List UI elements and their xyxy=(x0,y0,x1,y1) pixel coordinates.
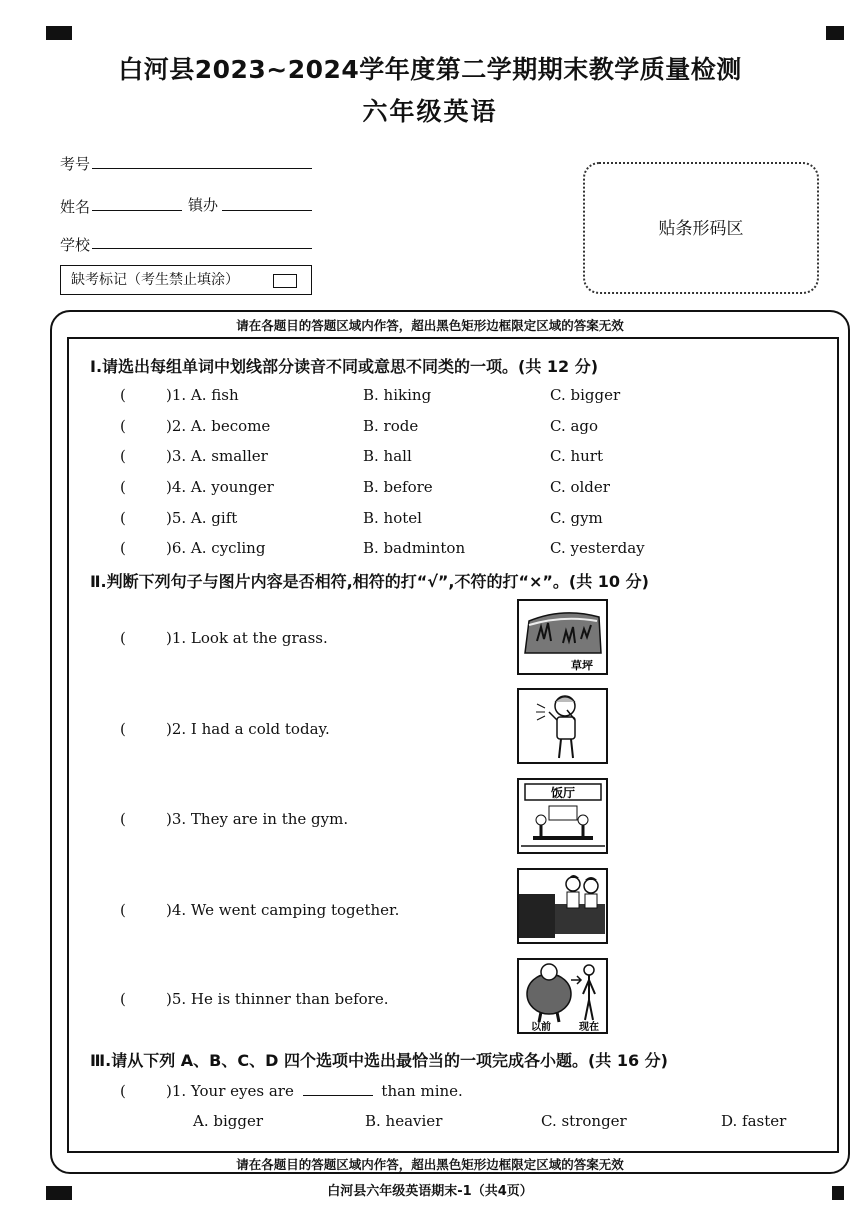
section-3-title: Ⅲ.请从下列 A、B、C、D 四个选项中选出最恰当的一项完成各小题。(共 16 分) xyxy=(90,1051,668,1070)
s1-q4-option-b: B. before xyxy=(363,478,433,496)
s3-q1-option-d: D. faster xyxy=(721,1112,787,1130)
s1-q6-option-a: )6. A. cycling xyxy=(166,539,266,557)
answer-paren[interactable]: ( xyxy=(120,629,126,647)
answer-paren[interactable]: ( xyxy=(120,539,126,557)
answer-paren[interactable]: ( xyxy=(120,386,126,404)
s2-q5-sentence: )5. He is thinner than before. xyxy=(166,990,389,1008)
s3-q1-option-c: C. stronger xyxy=(541,1112,627,1130)
answer-paren[interactable]: ( xyxy=(120,901,126,919)
answer-paren[interactable]: ( xyxy=(120,1082,126,1100)
answer-area-notice-bottom: 请在各题目的答题区域内作答，超出黑色矩形边框限定区域的答案无效 xyxy=(236,1157,624,1172)
section-1-title: Ⅰ.请选出每组单词中划线部分读音不同或意思不同类的一项。(共 12 分) xyxy=(90,357,599,376)
page-footer: 白河县六年级英语期末-1（共4页） xyxy=(327,1184,533,1199)
s1-q5-option-a: )5. A. gift xyxy=(166,509,238,527)
grass-caption: 草坪 xyxy=(571,659,593,672)
s1-q2-option-a: )2. A. become xyxy=(166,417,271,435)
s1-q6-option-c: C. yesterday xyxy=(550,539,645,557)
answer-paren[interactable]: ( xyxy=(120,720,126,738)
section-2-title: Ⅱ.判断下列句子与图片内容是否相符,相符的打“√”,不符的打“×”。(共 10 分) xyxy=(90,572,649,591)
s1-q1-option-a: )1. A. fish xyxy=(166,386,239,404)
absent-mark-label: 缺考标记（考生禁止填涂） xyxy=(71,272,239,288)
sneezing-boy-picture xyxy=(517,688,608,764)
s2-q2-sentence: )2. I had a cold today. xyxy=(166,720,330,738)
school-field[interactable] xyxy=(92,248,312,249)
s1-q2-option-c: C. ago xyxy=(550,417,599,435)
s1-q1-option-b: B. hiking xyxy=(363,386,432,404)
s1-q3-option-a: )3. A. smaller xyxy=(166,447,268,465)
s1-q5-option-c: C. gym xyxy=(550,509,603,527)
s1-q6-option-b: B. badminton xyxy=(363,539,466,557)
exam-number-field[interactable] xyxy=(92,168,312,169)
canteen-picture xyxy=(517,778,608,854)
answer-paren[interactable]: ( xyxy=(120,990,126,1008)
answer-paren[interactable]: ( xyxy=(120,810,126,828)
registration-mark-top-left xyxy=(46,26,72,40)
s1-q4-option-a: )4. A. younger xyxy=(166,478,274,496)
s1-q4-option-c: C. older xyxy=(550,478,610,496)
name-field[interactable] xyxy=(92,210,182,211)
s1-q3-option-b: B. hall xyxy=(363,447,412,465)
s1-q5-option-b: B. hotel xyxy=(363,509,422,527)
s3-q1-blank[interactable] xyxy=(303,1095,373,1096)
school-label: 学校 xyxy=(60,236,91,254)
answer-area-notice-top: 请在各题目的答题区域内作答，超出黑色矩形边框限定区域的答案无效 xyxy=(236,318,624,333)
s3-q1-stem xyxy=(166,1082,463,1100)
answer-paren[interactable]: ( xyxy=(120,447,126,465)
s2-q4-sentence: )4. We went camping together. xyxy=(166,901,400,919)
exam-title: 白河县2023~2024学年度第二学期期末教学质量检测 xyxy=(118,55,742,84)
absent-mark-box xyxy=(60,265,312,295)
answer-paren[interactable]: ( xyxy=(120,509,126,527)
before-caption: 以前 xyxy=(531,1022,551,1032)
answer-paren[interactable]: ( xyxy=(120,478,126,496)
grass-picture xyxy=(517,599,608,675)
s1-q3-option-c: C. hurt xyxy=(550,447,603,465)
town-label: 镇办 xyxy=(188,196,219,214)
now-caption: 现在 xyxy=(579,1022,599,1032)
registration-mark-top-right xyxy=(826,26,844,40)
before-after-picture xyxy=(517,958,608,1034)
s1-q1-option-c: C. bigger xyxy=(550,386,621,404)
exam-number-label: 考号 xyxy=(60,155,91,173)
town-field[interactable] xyxy=(222,210,312,211)
answer-paren[interactable]: ( xyxy=(120,417,126,435)
s3-q1-suffix: than mine. xyxy=(381,1082,463,1100)
canteen-caption: 饭厅 xyxy=(550,786,576,800)
s2-q1-sentence: )1. Look at the grass. xyxy=(166,629,328,647)
sofa-picture xyxy=(517,868,608,944)
s3-q1-option-b: B. heavier xyxy=(365,1112,443,1130)
name-label: 姓名 xyxy=(60,198,91,216)
s3-q1-option-a: A. bigger xyxy=(193,1112,264,1130)
s2-q3-sentence: )3. They are in the gym. xyxy=(166,810,349,828)
s1-q2-option-b: B. rode xyxy=(363,417,419,435)
s3-q1-prefix: )1. Your eyes are xyxy=(166,1082,294,1100)
absent-mark-checkbox[interactable] xyxy=(273,274,297,288)
barcode-area: 贴条形码区 xyxy=(583,162,819,294)
exam-subtitle: 六年级英语 xyxy=(362,97,498,126)
